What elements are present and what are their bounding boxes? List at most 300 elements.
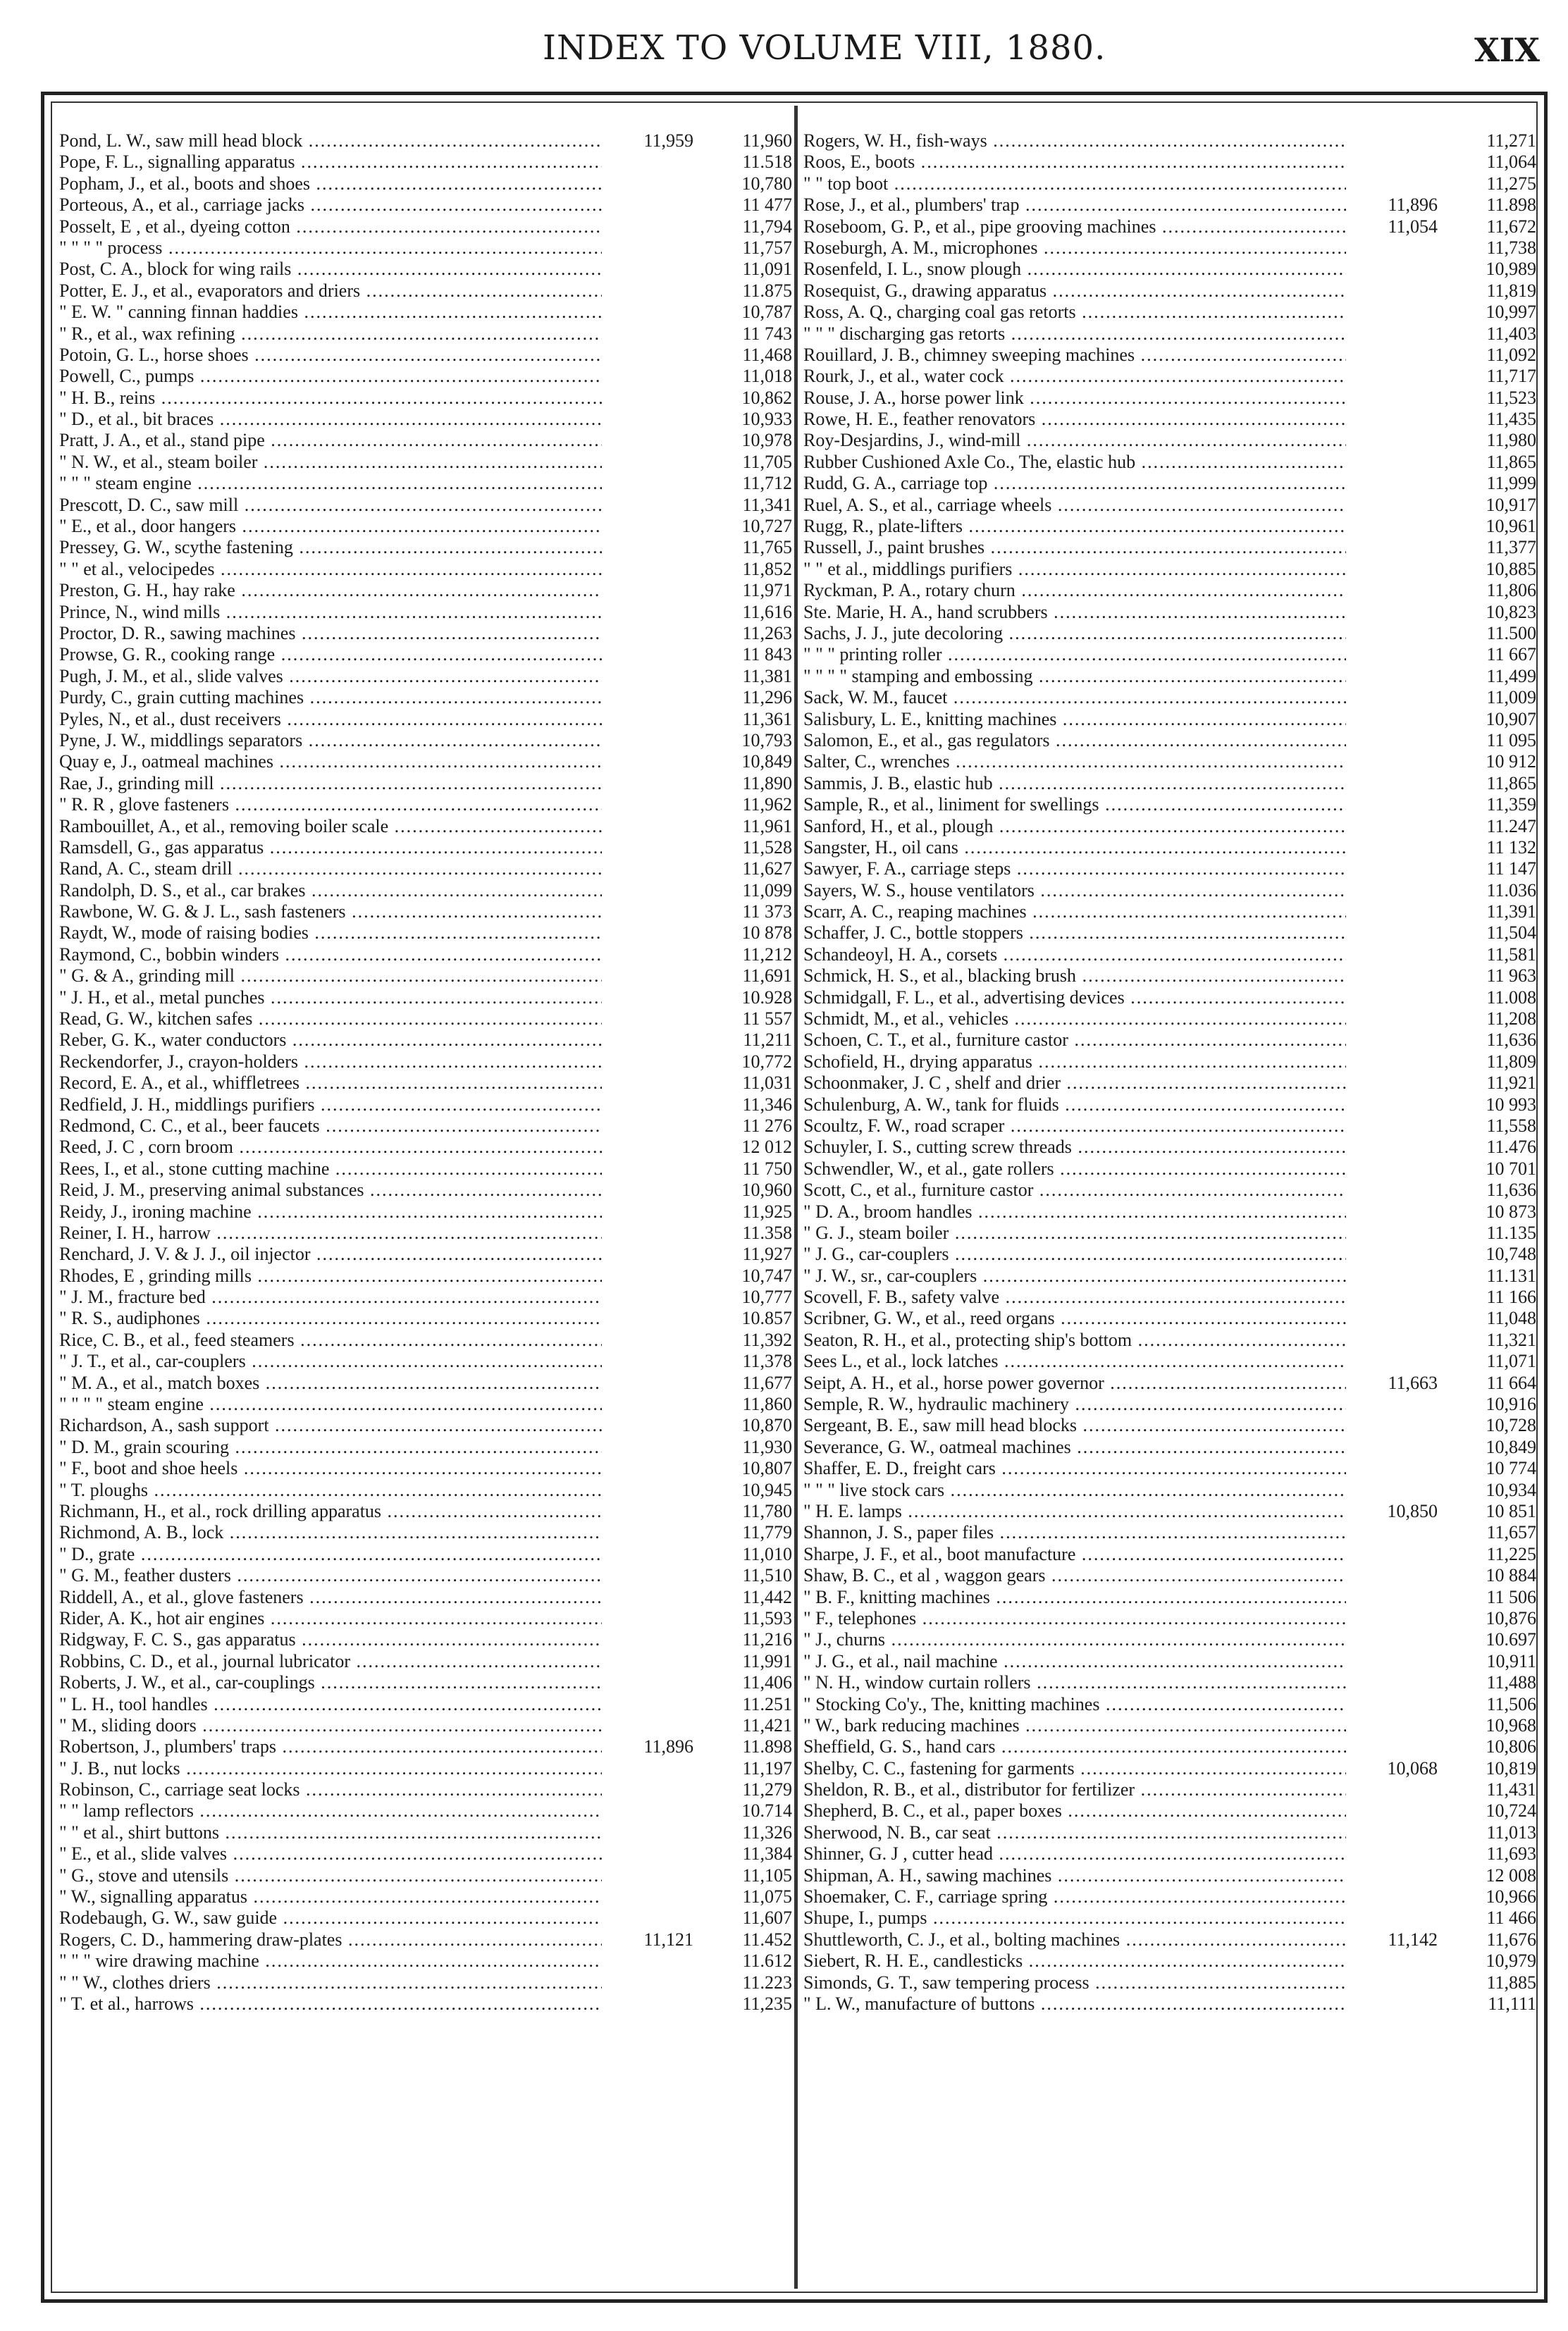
index-entry [59, 452, 792, 473]
index-entry [59, 216, 792, 237]
index-entry [59, 1373, 792, 1394]
index-entry [59, 345, 792, 366]
entry-name: " M., sliding doors ..... [59, 1715, 602, 1736]
entry-number: 11 373 [705, 901, 792, 922]
entry-number: 11,809 [1449, 1051, 1536, 1072]
index-entry [803, 1244, 1536, 1265]
entry-name: Shuttleworth, C. J., et al., bolting machines ..... [803, 1929, 1346, 1950]
entry-number: 11,971 [705, 580, 792, 601]
entry-name: " " lamp reflectors ..... [59, 1800, 602, 1822]
index-entry [803, 794, 1536, 815]
index-entry [803, 666, 1536, 687]
index-entry [59, 1223, 792, 1244]
entry-number: 10,807 [705, 1458, 792, 1479]
entry-secondary-number: 11,959 [639, 130, 693, 152]
entry-number: 10 912 [1449, 751, 1536, 772]
entry-name: Sangster, H., oil cans ..... [803, 837, 1346, 858]
entry-name: Reidy, J., ironing machine ..... [59, 1201, 602, 1223]
index-entry [803, 602, 1536, 623]
index-entry [59, 1415, 792, 1436]
index-entry [59, 1008, 792, 1030]
entry-number: 10 774 [1449, 1458, 1536, 1479]
entry-name: " E., et al., slide valves ..... [59, 1843, 602, 1865]
entry-name: Schwendler, W., et al., gate rollers ..... [803, 1158, 1346, 1180]
entry-name: Salomon, E., et al., gas regulators ..... [803, 730, 1346, 751]
entry-number: 11,712 [705, 473, 792, 494]
entry-name: Schoonmaker, J. C , shelf and drier ..... [803, 1072, 1346, 1094]
entry-number: 10,997 [1449, 302, 1536, 323]
entry-name: Schandeoyl, H. A., corsets ..... [803, 944, 1346, 965]
entry-name: Reed, J. C , corn broom ..... [59, 1137, 602, 1158]
index-entry [803, 1694, 1536, 1715]
entry-number: 11,381 [705, 666, 792, 687]
entry-number: 11,064 [1449, 152, 1536, 173]
index-entry [59, 858, 792, 879]
entry-number: 11,672 [1449, 216, 1536, 237]
entry-name: Prowse, G. R., cooking range ..... [59, 644, 602, 665]
entry-name: " " " wire drawing machine ..... [59, 1950, 602, 1972]
entry-number: 11.358 [705, 1223, 792, 1244]
index-entry [59, 1458, 792, 1479]
entry-number: 11,504 [1449, 922, 1536, 944]
entry-name: " T. et al., harrows ..... [59, 1993, 602, 2015]
index-entry [803, 194, 1536, 216]
index-entry [59, 1822, 792, 1843]
entry-number: 11 132 [1449, 837, 1536, 858]
index-entry [803, 1522, 1536, 1543]
index-entry [803, 473, 1536, 494]
entry-number: 11,212 [705, 944, 792, 965]
entry-number: 11,099 [705, 880, 792, 901]
index-entry [59, 1094, 792, 1115]
entry-name: Richmann, H., et al., rock drilling apparatus ..... [59, 1501, 602, 1522]
entry-number: 10 878 [705, 922, 792, 944]
entry-name: Powell, C., pumps ..... [59, 366, 602, 387]
entry-number: 11,208 [1449, 1008, 1536, 1030]
entry-number: 11,705 [705, 452, 792, 473]
index-entry [59, 1587, 792, 1608]
entry-number: 11.898 [1449, 194, 1536, 216]
entry-name: " " et al., velocipedes ..... [59, 559, 602, 580]
index-entry [803, 1972, 1536, 1993]
entry-number: 11,279 [705, 1779, 792, 1800]
index-entry [59, 1736, 792, 1757]
index-column-right [803, 130, 1536, 2015]
entry-number: 11,794 [705, 216, 792, 237]
entry-number: 11 506 [1449, 1587, 1536, 1608]
index-column-left [59, 130, 792, 2015]
entry-number: 11,071 [1449, 1351, 1536, 1372]
entry-name: Reckendorfer, J., crayon-holders ..... [59, 1051, 602, 1072]
entry-number: 11 667 [1449, 644, 1536, 665]
index-entry [59, 1908, 792, 1929]
entry-name: Reber, G. K., water conductors ..... [59, 1030, 602, 1051]
index-entry [59, 1051, 792, 1072]
index-entry [59, 1608, 792, 1629]
entry-number: 10,806 [1449, 1736, 1536, 1757]
entry-number: 11 843 [705, 644, 792, 665]
entry-name: Pratt, J. A., et al., stand pipe ..... [59, 430, 602, 451]
index-entry [803, 323, 1536, 345]
entry-number: 11,091 [705, 259, 792, 280]
entry-secondary-number: 11,054 [1383, 216, 1438, 237]
index-entry [803, 430, 1536, 451]
index-entry [59, 751, 792, 772]
entry-number: 11,860 [705, 1394, 792, 1415]
entry-name: Shupe, I., pumps ..... [803, 1908, 1346, 1929]
entry-name: " N. W., et al., steam boiler ..... [59, 452, 602, 473]
entry-number: 11,391 [1449, 901, 1536, 922]
entry-name: Rudd, G. A., carriage top ..... [803, 473, 1346, 494]
index-entry [59, 666, 792, 687]
entry-name: Sayers, W. S., house ventilators ..... [803, 880, 1346, 901]
index-entry [59, 1694, 792, 1715]
index-entry [59, 1266, 792, 1287]
entry-number: 11,980 [1449, 430, 1536, 451]
entry-number: 10,724 [1449, 1800, 1536, 1822]
index-entry [803, 388, 1536, 409]
entry-number: 10,727 [705, 516, 792, 537]
entry-name: Sack, W. M., faucet ..... [803, 687, 1346, 708]
index-entry [59, 709, 792, 730]
entry-secondary-number: 10,850 [1383, 1501, 1438, 1522]
entry-number: 11,392 [705, 1330, 792, 1351]
entry-number: 11,506 [1449, 1694, 1536, 1715]
entry-number: 11,048 [1449, 1308, 1536, 1329]
entry-number: 11.875 [705, 280, 792, 302]
entry-number: 10,968 [1449, 1715, 1536, 1736]
index-entry [59, 1180, 792, 1201]
entry-name: Popham, J., et al., boots and shoes ..... [59, 173, 602, 194]
entry-number: 11 664 [1449, 1373, 1536, 1394]
index-entry [59, 280, 792, 302]
entry-number: 11,962 [705, 794, 792, 815]
index-entry [803, 345, 1536, 366]
entry-name: " J., churns ..... [803, 1629, 1346, 1650]
entry-number: 10,728 [1449, 1415, 1536, 1436]
entry-number: 10,989 [1449, 259, 1536, 280]
index-entry [803, 709, 1536, 730]
index-entry [803, 1908, 1536, 1929]
index-entry [59, 130, 792, 152]
entry-number: 11,581 [1449, 944, 1536, 965]
index-entry [803, 452, 1536, 473]
index-entry [803, 1201, 1536, 1223]
entry-name: Richardson, A., sash support ..... [59, 1415, 602, 1436]
entry-name: " H. B., reins ..... [59, 388, 602, 409]
entry-name: " J. G., car-couplers ..... [803, 1244, 1346, 1265]
entry-name: Ridgway, F. C. S., gas apparatus ..... [59, 1629, 602, 1650]
entry-name: Schmidgall, F. L., et al., advertising devices ..... [803, 987, 1346, 1008]
entry-name: " " " discharging gas retorts ..... [803, 323, 1346, 345]
entry-number: 11,510 [705, 1565, 792, 1586]
index-entry [59, 194, 792, 216]
entry-number: 11,488 [1449, 1672, 1536, 1693]
index-entry [59, 901, 792, 922]
entry-name: " B. F., knitting machines ..... [803, 1587, 1346, 1608]
entry-name: Schmidt, M., et al., vehicles ..... [803, 1008, 1346, 1030]
entry-name: Redmond, C. C., et al., beer faucets ..... [59, 1115, 602, 1137]
entry-name: Russell, J., paint brushes ..... [803, 537, 1346, 558]
entry-name: Sherwood, N. B., car seat ..... [803, 1822, 1346, 1843]
entry-name: Seipt, A. H., et al., horse power governor ..... [803, 1373, 1346, 1394]
entry-name: " " " " steam engine ..... [59, 1394, 602, 1415]
index-entry [803, 687, 1536, 708]
index-entry [803, 1223, 1536, 1244]
entry-name: Sheldon, R. B., et al., distributor for fertilizer ..... [803, 1779, 1346, 1800]
entry-number: 11,865 [1449, 773, 1536, 794]
entry-name: Pope, F. L., signalling apparatus ..... [59, 152, 602, 173]
index-entry [803, 1950, 1536, 1972]
entry-name: " N. H., window curtain rollers ..... [803, 1672, 1346, 1693]
entry-name: Rouillard, J. B., chimney sweeping machines ..... [803, 345, 1346, 366]
entry-number: 11,378 [705, 1351, 792, 1372]
index-entry [59, 1244, 792, 1265]
entry-number: 11.223 [705, 1972, 792, 1993]
entry-number: 11,636 [1449, 1030, 1536, 1051]
index-entry [59, 1565, 792, 1586]
entry-number: 10,979 [1449, 1950, 1536, 1972]
index-entry [59, 152, 792, 173]
index-entry [59, 1544, 792, 1565]
index-entry [803, 1587, 1536, 1608]
entry-name: " " W., clothes driers ..... [59, 1972, 602, 1993]
entry-name: Robertson, J., plumbers' traps ..... [59, 1736, 602, 1757]
entry-name: " " " live stock cars ..... [803, 1480, 1346, 1501]
entry-name: " T. ploughs ..... [59, 1480, 602, 1501]
index-entry [803, 1137, 1536, 1158]
index-entry [59, 965, 792, 987]
index-entry [803, 1779, 1536, 1800]
entry-name: " E., et al., door hangers ..... [59, 516, 602, 537]
entry-number: 10,907 [1449, 709, 1536, 730]
entry-name: Rosequist, G., drawing apparatus ..... [803, 280, 1346, 302]
index-entry [803, 1886, 1536, 1908]
entry-name: Rand, A. C., steam drill ..... [59, 858, 602, 879]
entry-name: Ste. Marie, H. A., hand scrubbers ..... [803, 602, 1346, 623]
index-entry [59, 1480, 792, 1501]
entry-number: 11,346 [705, 1094, 792, 1115]
entry-number: 11.518 [705, 152, 792, 173]
index-entry [59, 1629, 792, 1650]
entry-name: " W., bark reducing machines ..... [803, 1715, 1346, 1736]
entry-name: Pugh, J. M., et al., slide valves ..... [59, 666, 602, 687]
index-entry [59, 1115, 792, 1137]
entry-name: Renchard, J. V. & J. J., oil injector ..... [59, 1244, 602, 1265]
entry-name: Rae, J., grinding mill ..... [59, 773, 602, 794]
entry-number: 11,018 [705, 366, 792, 387]
entry-number: 10.697 [1449, 1629, 1536, 1650]
entry-name: Sees L., et al., lock latches ..... [803, 1351, 1346, 1372]
entry-name: Rice, C. B., et al., feed steamers ..... [59, 1330, 602, 1351]
entry-number: 11 750 [705, 1158, 792, 1180]
index-entry [59, 495, 792, 516]
entry-name: " " top boot ..... [803, 173, 1346, 194]
entry-name: Robbins, C. D., et al., journal lubricator ..... [59, 1651, 602, 1672]
entry-number: 11,693 [1449, 1843, 1536, 1865]
index-entry [803, 1822, 1536, 1843]
entry-name: Schoen, C. T., et al., furniture castor ..... [803, 1030, 1346, 1051]
index-entry [803, 1715, 1536, 1736]
entry-number: 11,377 [1449, 537, 1536, 558]
index-entry [59, 602, 792, 623]
entry-number: 10,793 [705, 730, 792, 751]
entry-number: 10,885 [1449, 559, 1536, 580]
entry-number: 11,593 [705, 1608, 792, 1629]
entry-number: 11,691 [705, 965, 792, 987]
entry-number: 11,321 [1449, 1330, 1536, 1351]
index-entry [803, 1929, 1536, 1950]
entry-name: " G., stove and utensils ..... [59, 1865, 602, 1886]
index-entry [803, 901, 1536, 922]
entry-name: " D. A., broom handles ..... [803, 1201, 1346, 1223]
entry-number: 11,616 [705, 602, 792, 623]
entry-number: 11.612 [705, 1950, 792, 1972]
index-entry [59, 259, 792, 280]
entry-number: 10,911 [1449, 1651, 1536, 1672]
index-entry [803, 1993, 1536, 2015]
entry-number: 11,806 [1449, 580, 1536, 601]
entry-number: 11.036 [1449, 880, 1536, 901]
index-entry [803, 1330, 1536, 1351]
index-entry [803, 1008, 1536, 1030]
index-entry [59, 1201, 792, 1223]
index-entry [803, 644, 1536, 665]
index-entry [803, 237, 1536, 259]
entry-number: 10 993 [1449, 1094, 1536, 1115]
entry-number: 11.008 [1449, 987, 1536, 1008]
index-entry [803, 773, 1536, 794]
entry-name: " J. G., et al., nail machine ..... [803, 1651, 1346, 1672]
entry-name: Sawyer, F. A., carriage steps ..... [803, 858, 1346, 879]
entry-number: 11,780 [705, 1501, 792, 1522]
entry-number: 10,849 [1449, 1437, 1536, 1458]
index-entry [803, 837, 1536, 858]
entry-number: 10 873 [1449, 1201, 1536, 1223]
index-entry [803, 1544, 1536, 1565]
index-entry [59, 773, 792, 794]
entry-number: 11,636 [1449, 1180, 1536, 1201]
entry-name: " " " printing roller ..... [803, 644, 1346, 665]
entry-number: 10,780 [705, 173, 792, 194]
entry-secondary-number: 11,121 [639, 1929, 693, 1950]
index-entry [59, 302, 792, 323]
entry-number: 11.131 [1449, 1266, 1536, 1287]
entry-number: 11.135 [1449, 1223, 1536, 1244]
entry-number: 11,403 [1449, 323, 1536, 345]
entry-name: Roseboom, G. P., et al., pipe grooving machines ..... [803, 216, 1346, 237]
entry-number: 11,359 [1449, 794, 1536, 815]
entry-name: Severance, G. W., oatmeal machines ..... [803, 1437, 1346, 1458]
index-entry [59, 580, 792, 601]
entry-name: Rawbone, W. G. & J. L., sash fasteners ..... [59, 901, 602, 922]
entry-number: 11,930 [705, 1437, 792, 1458]
entry-name: Rose, J., et al., plumbers' trap ..... [803, 194, 1346, 216]
entry-name: Ramsdell, G., gas apparatus ..... [59, 837, 602, 858]
index-entry [59, 409, 792, 430]
entry-number: 10,917 [1449, 495, 1536, 516]
entry-name: Redfield, J. H., middlings purifiers ..... [59, 1094, 602, 1115]
entry-name: Ross, A. Q., charging coal gas retorts ..... [803, 302, 1346, 323]
index-entry [59, 388, 792, 409]
index-entry [803, 1415, 1536, 1436]
entry-number: 11,925 [705, 1201, 792, 1223]
entry-number: 11,961 [705, 816, 792, 837]
entry-number: 11,275 [1449, 173, 1536, 194]
entry-number: 11,927 [705, 1244, 792, 1265]
index-entry [803, 1051, 1536, 1072]
index-entry [803, 858, 1536, 879]
entry-number: 10 701 [1449, 1158, 1536, 1180]
entry-name: Raydt, W., mode of raising bodies ..... [59, 922, 602, 944]
entry-name: Quay e, J., oatmeal machines ..... [59, 751, 602, 772]
index-entry [59, 1287, 792, 1308]
index-entry [59, 987, 792, 1008]
entry-name: Schofield, H., drying apparatus ..... [803, 1051, 1346, 1072]
entry-name: Roos, E., boots ..... [803, 152, 1346, 173]
entry-name: Robinson, C., carriage seat locks ..... [59, 1779, 602, 1800]
index-entry [803, 1458, 1536, 1479]
index-entry [59, 880, 792, 901]
index-entry [59, 623, 792, 644]
index-entry [803, 1394, 1536, 1415]
entry-name: " D. M., grain scouring ..... [59, 1437, 602, 1458]
entry-name: Shannon, J. S., paper files ..... [803, 1522, 1346, 1543]
index-entry [59, 944, 792, 965]
entry-name: Sharpe, J. F., et al., boot manufacture ..... [803, 1544, 1346, 1565]
entry-number: 11,271 [1449, 130, 1536, 152]
entry-name: Shaw, B. C., et al , waggon gears ..... [803, 1565, 1346, 1586]
index-entry [803, 1565, 1536, 1586]
index-entry [803, 1480, 1536, 1501]
index-entry [59, 644, 792, 665]
entry-number: 10,747 [705, 1266, 792, 1287]
index-entry [803, 987, 1536, 1008]
index-entry [803, 1094, 1536, 1115]
entry-number: 10 851 [1449, 1501, 1536, 1522]
entry-number: 11,105 [705, 1865, 792, 1886]
entry-name: " M. A., et al., match boxes ..... [59, 1373, 602, 1394]
entry-number: 11,326 [705, 1822, 792, 1843]
index-entry [803, 730, 1536, 751]
index-entry [59, 173, 792, 194]
entry-number: 11,991 [705, 1651, 792, 1672]
index-entry [59, 816, 792, 837]
entry-name: Proctor, D. R., sawing machines ..... [59, 623, 602, 644]
entry-name: Potoin, G. L., horse shoes ..... [59, 345, 602, 366]
index-entry [59, 559, 792, 580]
entry-number: 10,787 [705, 302, 792, 323]
entry-number: 11,013 [1449, 1822, 1536, 1843]
index-entry [59, 687, 792, 708]
index-entry [803, 1608, 1536, 1629]
index-entry [59, 1137, 792, 1158]
index-entry [803, 1072, 1536, 1094]
index-entry [59, 1351, 792, 1372]
entry-name: Sanford, H., et al., plough ..... [803, 816, 1346, 837]
index-entry [59, 922, 792, 944]
entry-number: 11,921 [1449, 1072, 1536, 1094]
index-entry [59, 1779, 792, 1800]
entry-number: 11,468 [705, 345, 792, 366]
entry-name: Pyne, J. W., middlings separators ..... [59, 730, 602, 751]
entry-name: " R., et al., wax refining ..... [59, 323, 602, 345]
entry-name: " E. W. " canning finnan haddies ..... [59, 302, 602, 323]
index-entry [803, 580, 1536, 601]
entry-number: 11 095 [1449, 730, 1536, 751]
entry-number: 10,772 [705, 1051, 792, 1072]
entry-name: Porteous, A., et al., carriage jacks ..... [59, 194, 602, 216]
